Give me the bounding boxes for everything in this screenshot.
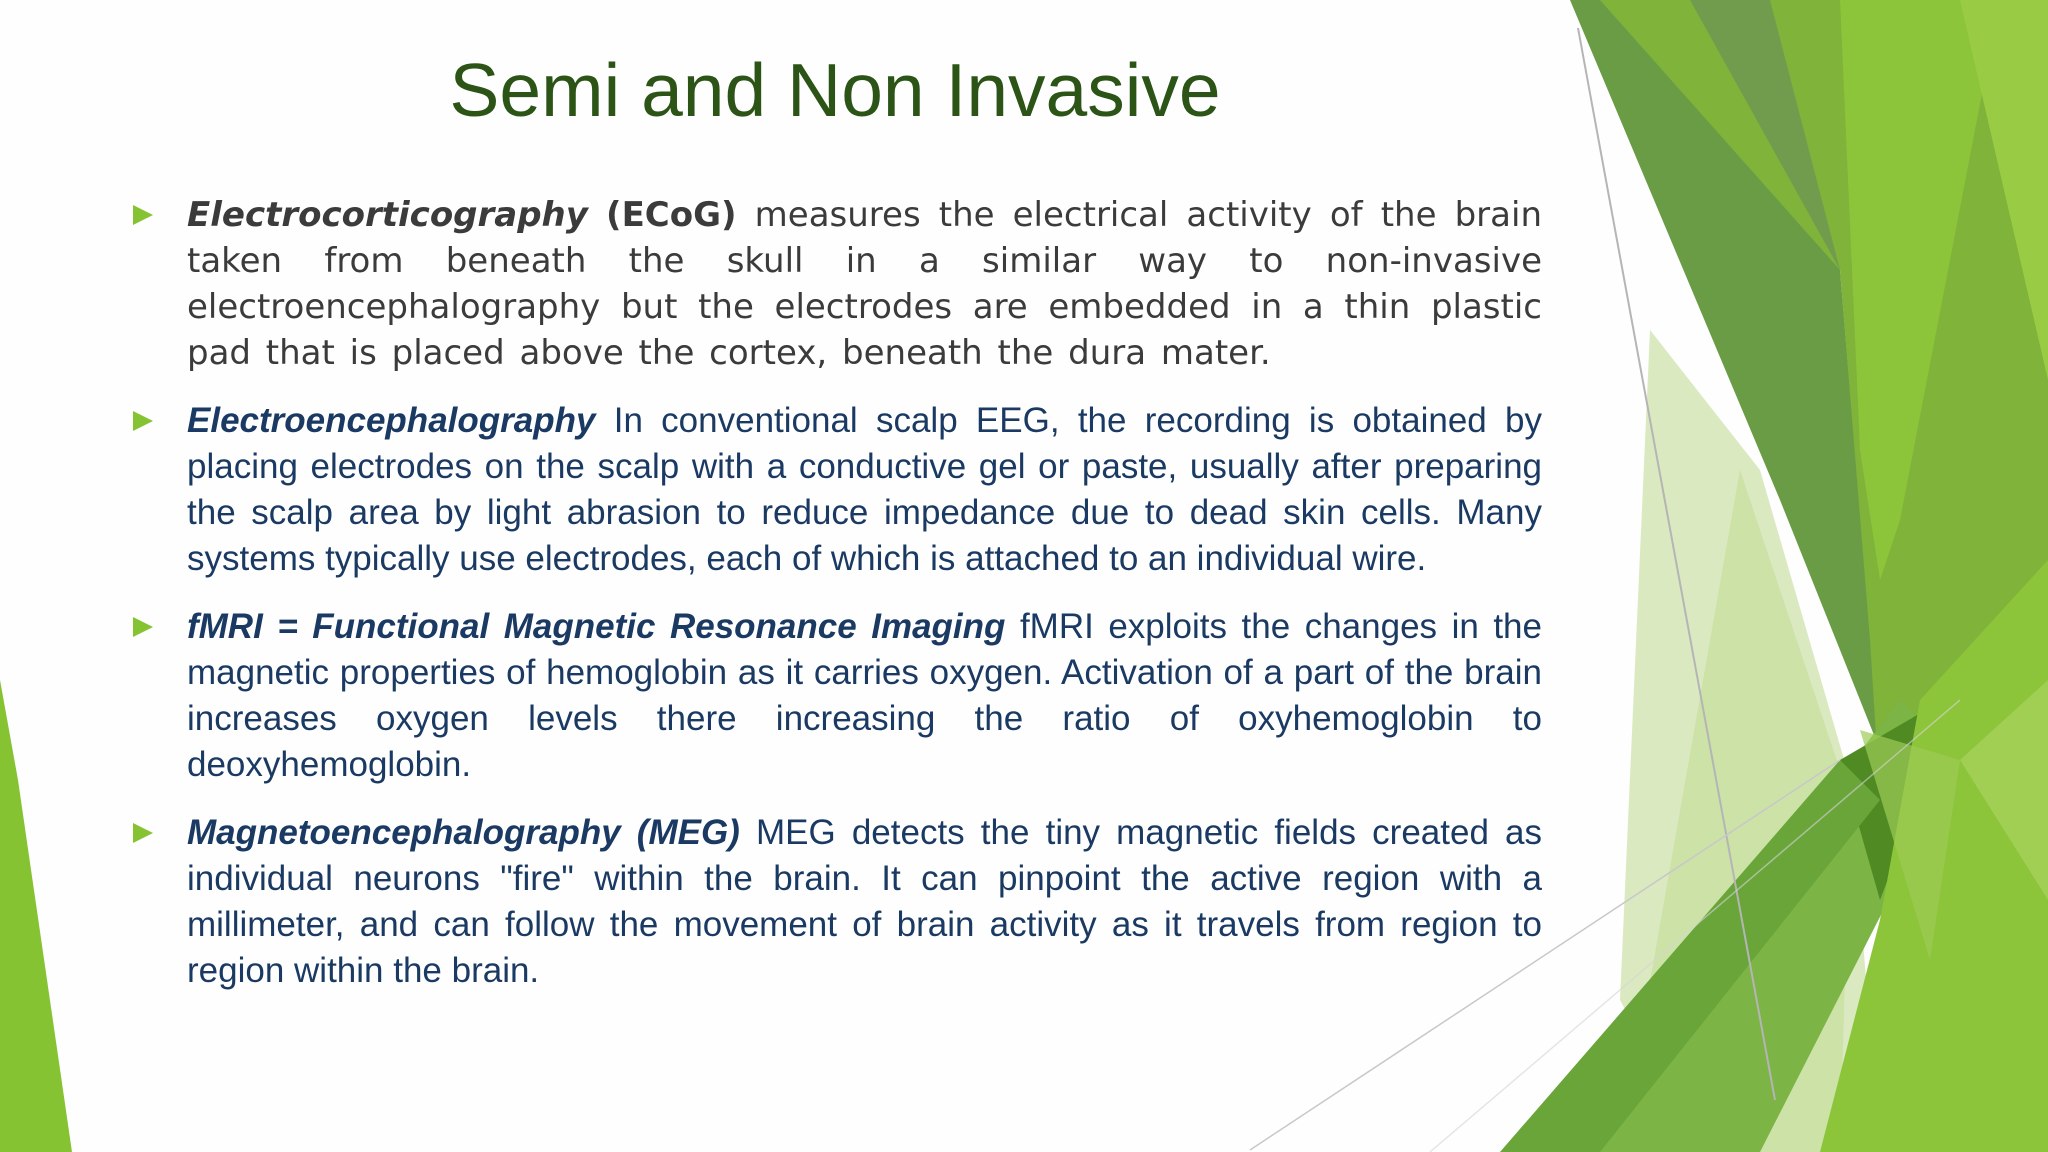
bullet-arrow-icon — [133, 823, 153, 843]
bullet-term: Electrocorticography — [187, 195, 588, 235]
bullet-ecog — [130, 192, 1542, 376]
bullet-arrow-icon — [133, 411, 153, 431]
bullet-eeg — [130, 398, 1542, 582]
bullet-list — [130, 192, 1542, 1016]
bullet-term: Electroencephalography — [187, 401, 596, 440]
bullet-text: measures the electrical activity of the brain taken from beneath the skull in a similar way to non-invasive electroencephalography but the electrodes are embedded in a thin plastic pad that is placed above the cortex, beneath the dura mater. — [187, 195, 1542, 373]
bullet-text: In conventional scalp EEG, the recording is obtained by placing electrodes on the scalp with a conductive gel or paste, usually after preparing the scalp area by light abrasion to reduce impedance due to dead skin cells. Many systems typically use electrodes, each of which is attached to an individual wire. — [187, 401, 1542, 578]
bullet-text: fMRI exploits the changes in the magnetic properties of hemoglobin as it carries oxygen. Activation of a part of the brain increases oxygen levels there increasing the ratio of oxyhemoglobin to deoxyhemoglobin. — [187, 607, 1542, 784]
page-title: Semi and Non Invasive — [449, 48, 1221, 132]
bullet-fmri — [130, 604, 1542, 788]
bullet-term: Magnetoencephalography (MEG) — [187, 813, 740, 852]
bullet-term: fMRI = Functional Magnetic Resonance Imaging — [187, 607, 1006, 646]
bullet-abbreviation: (ECoG) — [606, 195, 737, 235]
bullet-meg — [130, 810, 1542, 994]
bullet-text: MEG detects the tiny magnetic fields created as individual neurons "fire" within the brain. It can pinpoint the active region with a millimeter, and can follow the movement of brain activity as it travels from region to region within the brain. — [187, 813, 1543, 990]
bullet-arrow-icon — [133, 205, 153, 225]
bullet-arrow-icon — [133, 617, 153, 637]
